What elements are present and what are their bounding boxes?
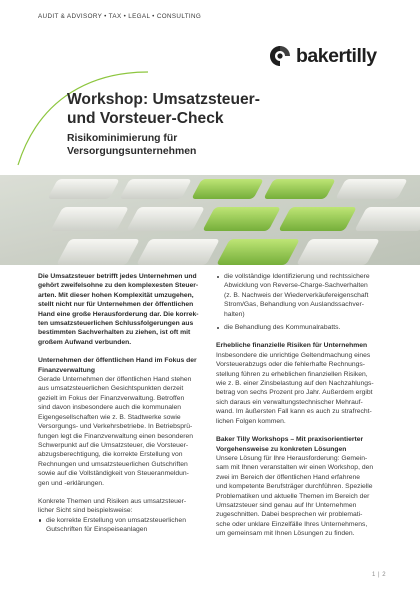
body-paragraph-workshops: Unsere Lösung für Ihre Herausforderung: Gemein- sam mit Ihnen veranstalten wir einen Workshop, den zwei im Bereich der öffentlichen Hand erfahrene und kompetente Berufsträger durchführen. Spezielle Problematiken und aktuelle Themen im Bereich der Umsatzsteuer sind genau auf Ihr Unternehmen zugeschnitten. Dabei besprechen wir problemati- sche oder unklare Einzelfälle Ihres Unternehmens, um gemeinsam mit Ihnen Lösungen zu finden. bbox=[216, 454, 374, 538]
list-item: die vollständige Identifizierung und rechtssichere Abwicklung von Reverse-Charge-Sachverhalten (z. B. Nachweis der Wiederverkäufereigenschaft Strom/Gas, Behandlung von Auslandssachver- halten) bbox=[216, 272, 388, 319]
title-line-2: und Vorsteuer-Check bbox=[67, 110, 224, 127]
body-paragraph-public-sector: Gerade Unternehmen der öffentlichen Hand stehen aus umsatzsteuerlichen Gesichtspunkten derzeit gezielt im Fokus der Finanzverwaltung. Betroffen sind davon insbesondere auch die kommunalen Eigengesellschaften wie z. B. Stadtwerke sowie Versorgungs- und Verkehrsbetriebe. In Betriebsprü- fungen legt die Finanzverwaltung einen besonderen Schwerpunkt auf die Umsatzsteuer, die Vorsteuer- abzugsberechtigung, die korrekte Erstellung von Rechnungen und umsatzsteuerlichen Gutschriften sowie auf die Vollständigkeit von Steueranmeldun- gen und -erklärungen. bbox=[38, 376, 193, 487]
calculator-keys-image bbox=[0, 175, 420, 265]
list-item: die Behandlung des Kommunalrabatts. bbox=[216, 323, 388, 332]
page-subtitle bbox=[67, 133, 317, 158]
page-number: 1 | 2 bbox=[372, 572, 387, 578]
section-heading-workshops: Baker Tilly Workshops – Mit praxisorientierter Vorgehensweise zu konkreten Lösungen bbox=[216, 436, 364, 453]
title-line-1: Workshop: Umsatzsteuer- bbox=[67, 91, 260, 108]
logo-text: bakertilly bbox=[296, 44, 377, 67]
header-tagline: AUDIT & ADVISORY • TAX • LEGAL • CONSULTING bbox=[38, 13, 202, 20]
body-paragraph-topics: Konkrete Themen und Risiken aus umsatzsteuer- licher Sicht sind beispielsweise: bbox=[38, 497, 187, 515]
title-block bbox=[67, 90, 317, 158]
right-column bbox=[216, 272, 388, 539]
page-title bbox=[67, 90, 317, 128]
body-paragraph-financial-risks: Insbesondere die unrichtige Geltendmachung eines Vorsteuerabzugs oder die fehlerhafte Rechnungs- stellung führen zu erheblichen finanziellen Risiken, wie z. B. einer Zinsbelastung auf den Nachzahlungs- betrag von sechs Prozent pro Jahr. Außerdem ergibt sich daraus ein verwaltungstechnischer Mehrauf- wand. Im äußersten Fall kann es auch zu strafrecht- lichen Folgen kommen. bbox=[216, 351, 374, 425]
calculator-photo bbox=[0, 175, 420, 265]
risk-list-left bbox=[38, 516, 208, 535]
risk-list-right bbox=[216, 272, 388, 332]
section-heading-financial-risks: Erhebliche finanzielle Risiken für Unternehmen bbox=[216, 342, 368, 350]
section-heading-public-sector: Unternehmen der öffentlichen Hand im Fokus der Finanzverwaltung bbox=[38, 357, 197, 374]
subtitle-line-1: Risikominimierung für bbox=[67, 133, 178, 144]
list-item: die korrekte Erstellung von umsatzsteuerlichen Gutschriften für Einspeiseanlagen bbox=[38, 516, 208, 535]
left-column bbox=[38, 272, 208, 535]
subtitle-line-2: Versorgungsunternehmen bbox=[67, 145, 197, 157]
intro-paragraph: Die Umsatzsteuer betrifft jedes Unternehmen und gehört zweifelsohne zu den komplexesten Steuer- arten. Mit dieser hohen Komplexität umzugehen, stellt nicht nur für Unternehmen der öffentlichen Hand eine große Herausforderung dar. Die korrek- ten umsatzsteuerlichen Schlussfolgerungen aus bestimmten Sachverhalten zu ziehen, ist oft mit großem Aufwand verbunden. bbox=[38, 273, 199, 346]
